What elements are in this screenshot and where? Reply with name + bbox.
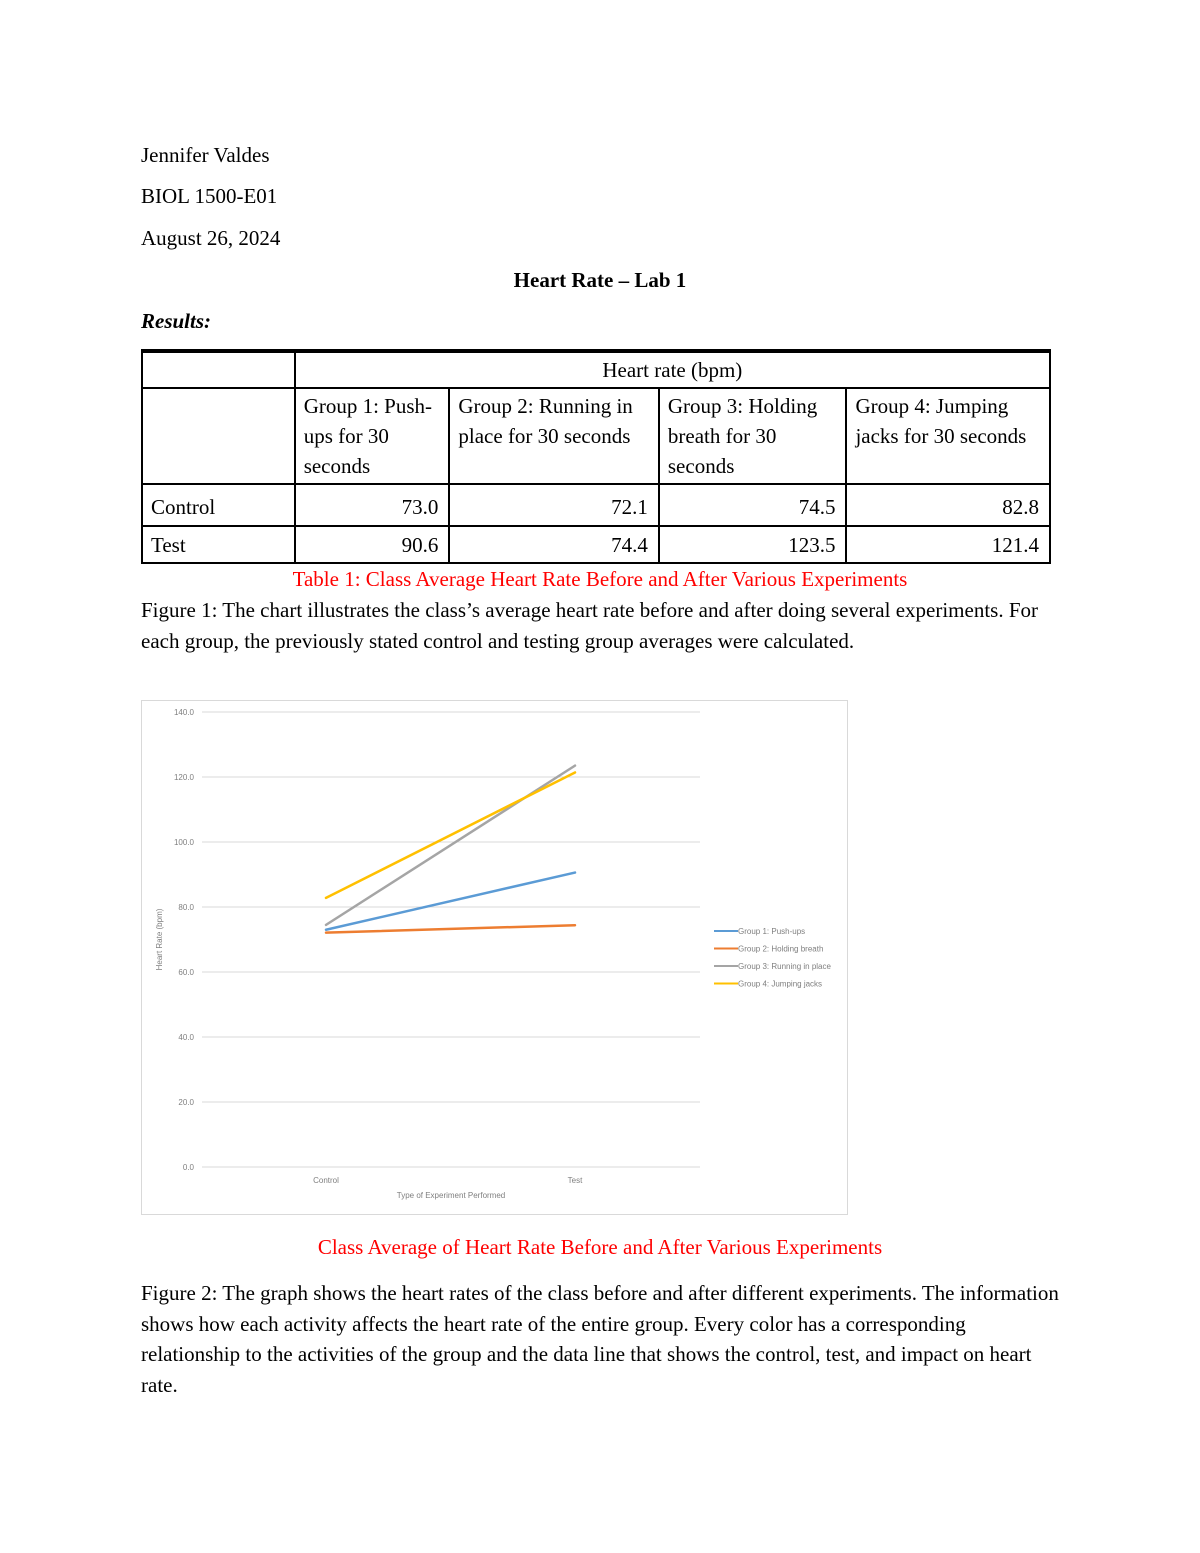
table-cell: 73.0 [295, 484, 450, 526]
table-cell: 82.8 [846, 484, 1050, 526]
y-tick-label: 60.0 [178, 968, 194, 977]
column-header: Group 2: Running in place for 30 seconds [449, 388, 658, 484]
line-chart [141, 700, 848, 1215]
table-super-header: Heart rate (bpm) [295, 351, 1050, 388]
table-row [142, 526, 1050, 563]
column-header: Group 4: Jumping jacks for 30 seconds [846, 388, 1050, 484]
table-cell: 90.6 [295, 526, 450, 563]
y-tick-label: 100.0 [173, 838, 194, 847]
legend-entry: Group 2: Holding breath [738, 944, 824, 954]
table-cell: 74.5 [659, 484, 847, 526]
y-tick-label: 40.0 [178, 1033, 194, 1042]
x-tick-label: Control [313, 1176, 339, 1185]
table-cell: 72.1 [449, 484, 658, 526]
row-label: Test [142, 526, 295, 563]
y-tick-label: 120.0 [173, 773, 194, 782]
table-caption: Table 1: Class Average Heart Rate Before and After Various Experiments [292, 567, 908, 591]
column-header: Group 1: Push-ups for 30 seconds [295, 388, 450, 484]
legend-entry: Group 4: Jumping jacks [738, 979, 823, 989]
table-cell: 123.5 [659, 526, 847, 563]
y-tick-label: 140.0 [173, 708, 194, 717]
series-line [326, 925, 575, 932]
course-code: BIOL 1500-E01 [141, 184, 278, 208]
figure-2-description: Figure 2: The graph shows the heart rates of the class before and after different experiments. The information shows how each activity affects the heart rate of the entire group. Every color has a corresponding relationship to the activities of the group and the data line that shows the control, test, and impact on heart rate. [141, 1281, 1059, 1397]
document-title: Heart Rate – Lab 1 [513, 268, 687, 292]
table-corner-cell [142, 351, 295, 388]
chart-canvas [142, 701, 847, 1214]
table-row [142, 484, 1050, 526]
table-empty-cell [142, 388, 295, 484]
y-tick-label: 0.0 [182, 1163, 194, 1172]
series-line [326, 772, 575, 897]
results-heading: Results: [141, 309, 212, 333]
chart-caption: Class Average of Heart Rate Before and After Various Experiments [317, 1235, 883, 1259]
x-axis-title: Type of Experiment Performed [396, 1191, 506, 1200]
y-axis-title: Heart Rate (bpm) [155, 908, 164, 971]
date: August 26, 2024 [141, 226, 281, 250]
heart-rate-table [141, 349, 1051, 564]
y-tick-label: 80.0 [178, 903, 194, 912]
author-name: Jennifer Valdes [141, 143, 270, 167]
legend-entry: Group 3: Running in place [738, 962, 831, 971]
row-label: Control [142, 484, 295, 526]
table-cell: 121.4 [846, 526, 1050, 563]
legend-entry: Group 1: Push-ups [738, 927, 806, 936]
table-cell: 74.4 [449, 526, 658, 563]
x-tick-label: Test [567, 1176, 583, 1185]
column-header: Group 3: Holding breath for 30 seconds [659, 388, 847, 484]
figure-1-description: Figure 1: The chart illustrates the class’s average heart rate before and after doing several experiments. For each group, the previously stated control and testing group averages were calculated. [141, 598, 1039, 653]
y-tick-label: 20.0 [178, 1098, 194, 1107]
